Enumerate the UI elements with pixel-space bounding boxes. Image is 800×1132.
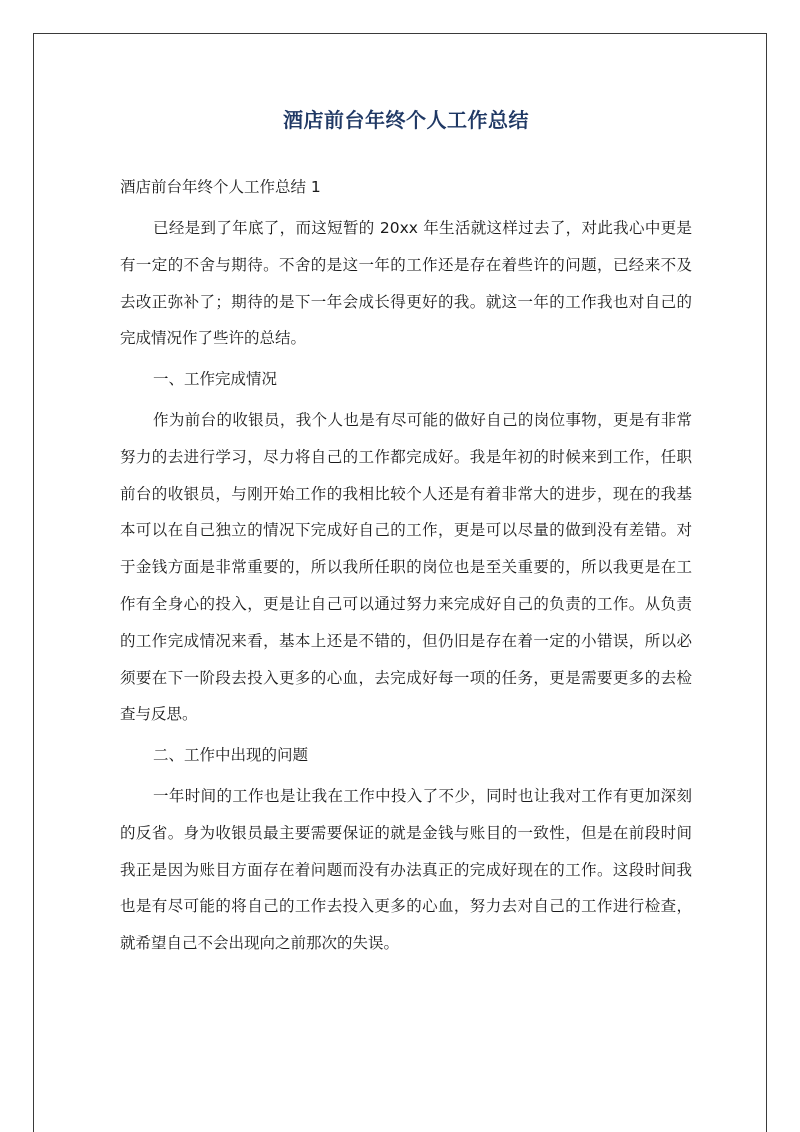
section-2-paragraph: 一年时间的工作也是让我在工作中投入了不少，同时也让我对工作有更加深刻的反省。身为收银员最主要需要保证的就是金钱与账目的一致性，但是在前段时间我正是因为账目方面存在着问题而没有办法真正的完成好现在的工作。这段时间我也是有尽可能的将自己的工作去投入更多的心血，努力去对自己的工作进行检查，就希望自己不会出现向之前那次的失误。 [120,786,692,953]
document-subtitle: 酒店前台年终个人工作总结 1 [120,178,321,196]
document-body [120,100,692,962]
section-1-paragraph: 作为前台的收银员，我个人也是有尽可能的做好自己的岗位事物，更是有非常努力的去进行学习，尽力将自己的工作都完成好。我是年初的时候来到工作，任职前台的收银员，与刚开始工作的我相比较个人还是有着非常大的进步，现在的我基本可以在自己独立的情况下完成好自己的工作，更是可以尽量的做到没有差错。对于金钱方面是非常重要的，所以我所任职的岗位也是至关重要的，所以我更是在工作有全身心的投入，更是让自己可以通过努力来完成好自己的负责的工作。从负责的工作完成情况来看，基本上还是不错的，但仍旧是存在着一定的小错误，所以必须要在下一阶段去投入更多的心血，去完成好每一项的任务，更是需要更多的去检查与反思。 [120,410,692,724]
document-title: 酒店前台年终个人工作总结 [283,108,529,132]
section-2-heading: 二、工作中出现的问题 [153,746,309,765]
intro-paragraph: 已经是到了年底了，而这短暂的 20xx 年生活就这样过去了，对此我心中更是有一定的不舍与期待。不舍的是这一年的工作还是存在着些许的问题，已经来不及去改正弥补了；期待的是下一年会成长得更好的我。就这一年的工作我也对自己的完成情况作了些许的总结。 [120,219,692,348]
section-1-heading: 一、工作完成情况 [153,370,278,389]
